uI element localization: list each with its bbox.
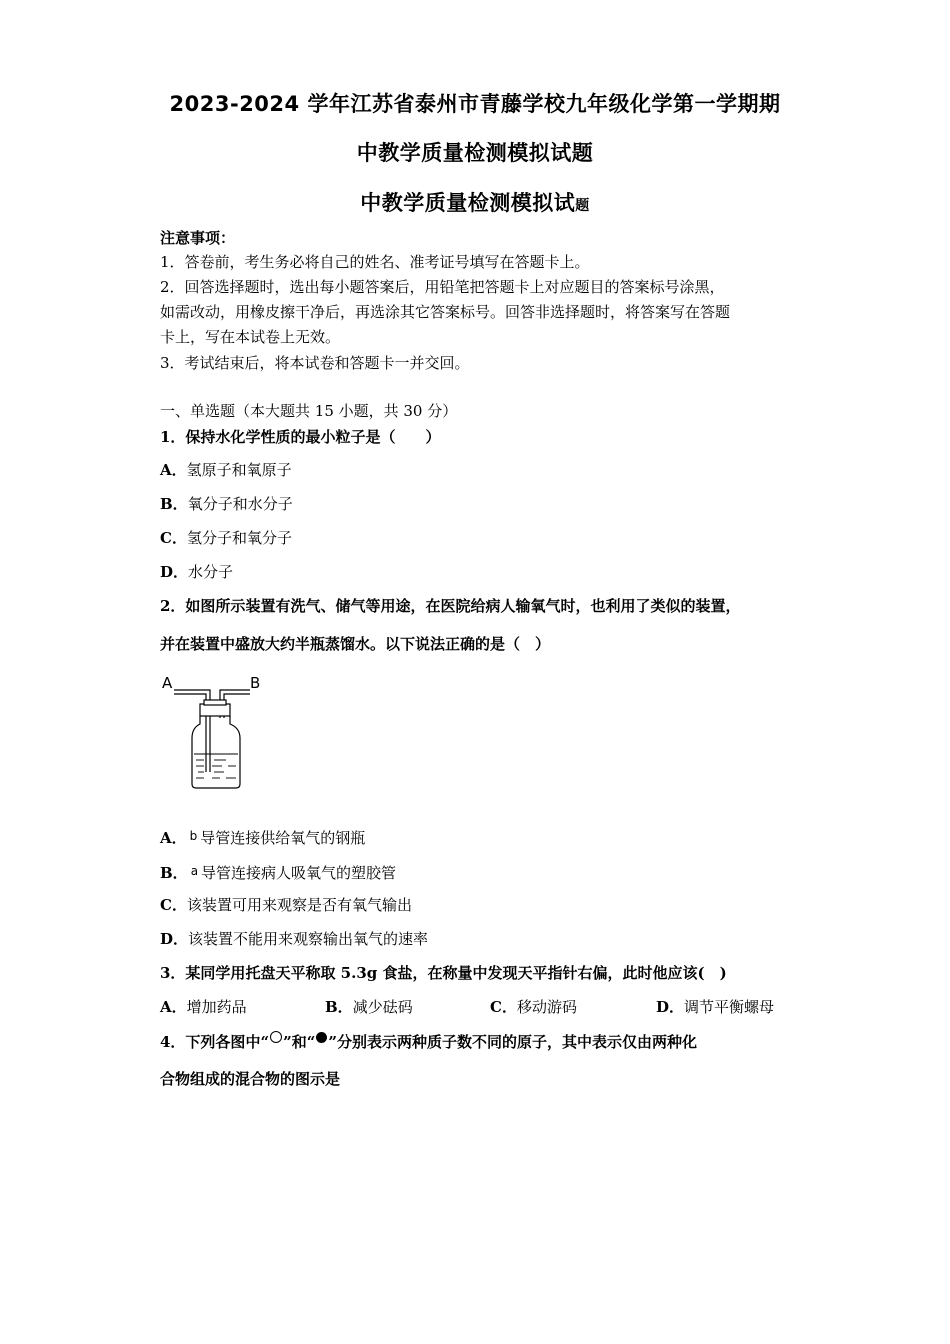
q1-option-b [160,494,293,514]
figure-label-b: B [250,674,261,692]
figure-label-a: A [162,674,173,692]
stopper [200,704,230,716]
water [194,754,238,778]
option-letter: B． [160,864,188,882]
title-line-3-small: 题 [575,198,590,214]
q4-stem-pre: 4．下列各图中“ [160,1033,270,1051]
title-line-1: 2023-2024 学年江苏省泰州市青藤学校九年级化学第一学期期 [169,92,781,116]
gas-washing-bottle-figure [160,672,270,792]
option-letter: C． [490,998,517,1016]
option-text: 水分子 [188,563,234,581]
option-letter: B． [325,998,353,1016]
option-letter: B． [160,495,188,513]
q2-option-b [160,861,396,883]
q3-option-d [656,996,774,1017]
notes-item-2-line-1: 2．回答选择题时，选出每小题答案后，用铅笔把答题卡上对应题目的答案标号涂黑， [160,278,725,296]
option-text: 该装置不能用来观察输出氧气的速率 [188,930,429,948]
title-line-2: 中教学质量检测模拟试题 [356,141,594,165]
notes-heading: 注意事项： [160,229,236,247]
section-heading: 一、单选题（本大题共 15 小题，共 30 分） [160,402,458,420]
q4-stem-line-2: 合物组成的混合物的图示是 [160,1070,341,1088]
option-letter: D． [656,998,685,1016]
option-letter: D． [160,563,189,581]
q3-options [160,996,800,1016]
filled-circle-icon [316,1032,327,1043]
q3-stem: 3．某同学用托盘天平称取 5.3g 食盐，在称量中发现天平指针右偏，此时他应该( ) [160,964,727,982]
option-text: 氢分子和氧分子 [186,529,292,547]
option-text: 导管连接病人吸氧气的塑胶管 [201,864,397,882]
q1-option-c [160,528,292,548]
q1-option-a [160,460,292,480]
option-text: 氧分子和水分子 [187,495,293,513]
option-text: 增加药品 [186,998,247,1016]
title-line-3 [0,187,950,217]
option-text: 减少砝码 [352,998,413,1016]
q1-option-d [160,562,233,582]
option-letter: A． [160,829,187,847]
q1-stem: 1．保持水化学性质的最小粒子是（ ） [160,428,441,446]
option-text: 该装置可用来观察是否有氧气输出 [186,896,412,914]
q2-stem-line-1: 2．如图所示装置有洗气、储气等用途，在医院给病人输氧气时，也利用了类似的装置， [160,597,741,615]
q4-stem-line-1 [160,1031,697,1052]
q2-option-a [160,826,365,848]
option-text: 导管连接供给氧气的钢瓶 [200,829,366,847]
notes-item-2-line-2: 如需改动，用橡皮擦干净后，再选涂其它答案标号。回答非选择题时，将答案写在答题 [160,303,731,321]
notes-item-1: 1．答卷前，考生务必将自己的姓名、准考证号填写在答题卡上。 [160,253,590,271]
title-line-3-main: 中教学质量检测模拟试 [360,191,576,215]
bottle-body [192,716,240,788]
q4-stem-mid: ”和“ [283,1033,316,1051]
option-text: 氢原子和氧原子 [186,461,292,479]
option-letter: C． [160,896,187,914]
notes-item-2-line-3: 卡上，写在本试卷上无效。 [160,328,341,346]
q2-stem-line-2: 并在装置中盛放大约半瓶蒸馏水。以下说法正确的是（ ） [160,635,551,653]
q2-option-d [160,929,428,949]
option-sub-letter: b [189,829,198,843]
notes-item-3: 3．考试结束后，将本试卷和答题卡一并交回。 [160,354,470,372]
open-circle-icon [270,1031,282,1043]
option-text: 调节平衡螺母 [684,998,775,1016]
q3-option-a [160,996,247,1017]
option-sub-letter: a [190,864,199,878]
option-letter: A． [160,461,187,479]
option-letter: A． [160,998,187,1016]
q3-option-c [490,996,577,1017]
option-letter: D． [160,930,189,948]
option-letter: C． [160,529,187,547]
q3-option-b [325,996,413,1017]
option-text: 移动游码 [516,998,577,1016]
q2-option-c [160,895,412,915]
q4-stem-post: ”分别表示两种质子数不同的原子，其中表示仅由两种化 [328,1033,697,1051]
